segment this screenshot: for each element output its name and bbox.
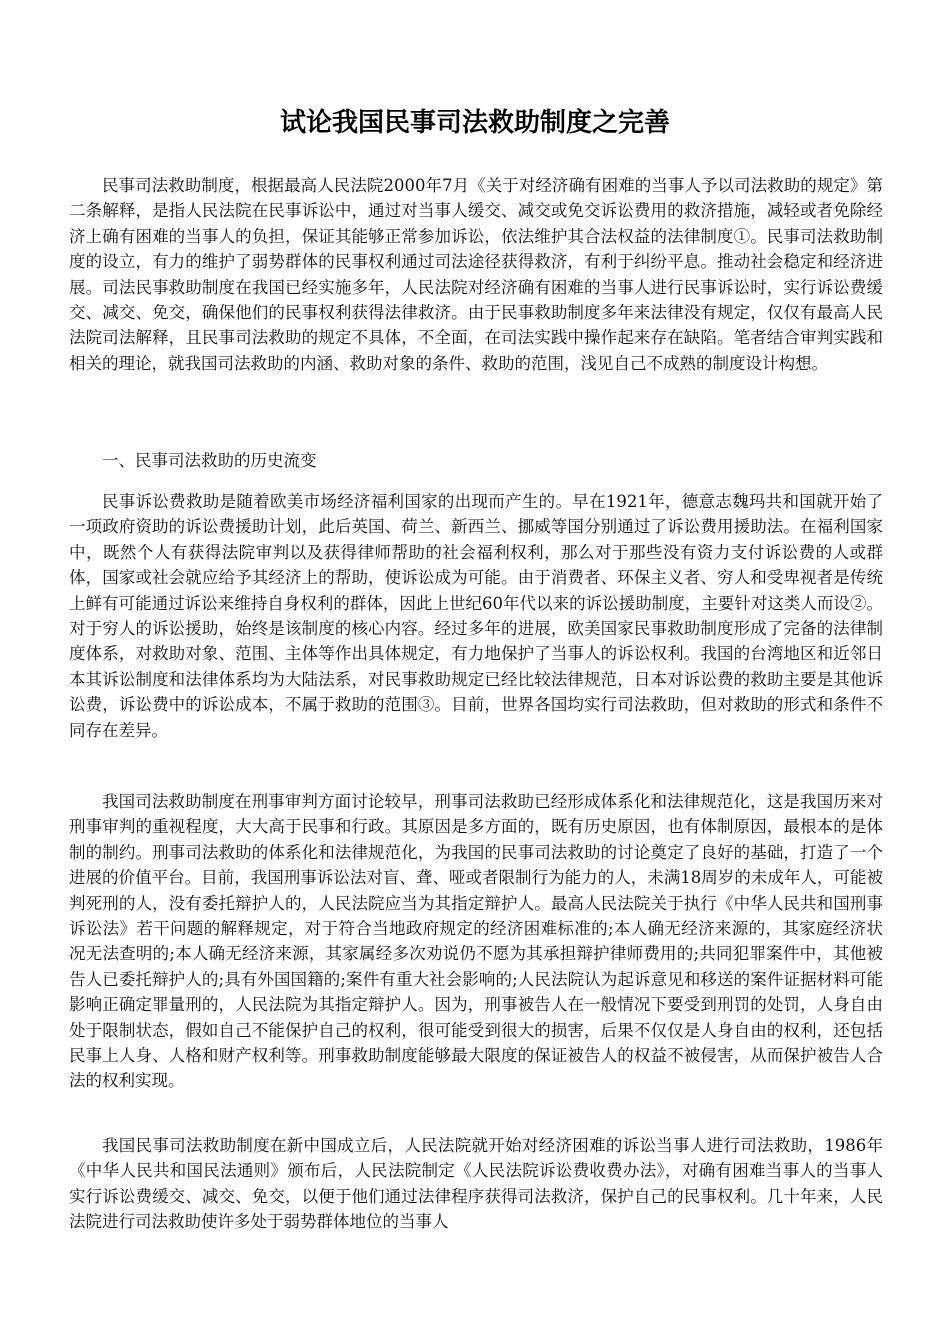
paragraph-history: 民事诉讼费救助是随着欧美市场经济福利国家的出现而产生的。早在1921年，德意志魏玛共和国就开始了一项政府资助的诉讼费援助计划，此后英国、荷兰、新西兰、挪威等国分别通过了诉讼费用援助法。在福利国家中，既然个人有获得法院审判以及获得律师帮助的社会福利权利，那么对于那些没有资力支付诉讼费的人或群体，国家或社会就应给予其经济上的帮助，使诉讼成为可能。由于消费者、环保主义者、穷人和受卑视者是传统上鲜有可能通过诉讼来维持自身权利的群体，因此上世纪60年代以来的诉讼援助制度，主要针对这类人而设②。对于穷人的诉讼援助，始终是该制度的核心内容。经过多年的进展，欧美国家民事救助制度形成了完备的法律制度体系，对救助对象、范围、主体等作出具体规定，有力地保护了当事人的诉讼权利。我国的台湾地区和近邻日本其诉讼制度和法律体系均为大陆法系，对民事救助规定已经比较法律规范，日本对诉讼费的救助主要是其他诉讼费，诉讼费中的诉讼成本，不属于救助的范围③。目前，世界各国均实行司法救助，但对救助的形式和条件不同存在差异。 [69,492,883,740]
paragraph-civil-aid: 我国民事司法救助制度在新中国成立后，人民法院就开始对经济困难的诉讼当事人进行司法救助，1986年《中华人民共和国民法通则》颁布后，人民法院制定《人民法院诉讼费收费办法》，对确有困难当事人的当事人实行诉讼费缓交、减交、免交，以便于他们通过法律程序获得司法救济，保护自己的民事权利。几十年来，人民法院进行司法救助使许多处于弱势群体地位的当事人 [69,1136,883,1232]
section-heading: 一、民事司法救助的历史流变 [102,451,317,470]
paragraph-introduction: 民事司法救助制度，根据最高人民法院2000年7月《关于对经济确有困难的当事人予以司法救助的规定》第二条解释，是指人民法院在民事诉讼中，通过对当事人缓交、减交或免交诉讼费用的救济措施，减轻或者免除经济上确有困难的当事人的负担，保证其能够正常参加诉讼，依法维护其合法权益的法律制度①。民事司法救助制度的设立，有力的维护了弱势群体的民事权利通过司法途径获得救济，有利于纠纷平息。推动社会稳定和经济进展。司法民事救助制度在我国已经实施多年，人民法院对经济确有困难的当事人进行民事诉讼时，实行诉讼费缓交、减交、免交，确保他们的民事权利获得法律救济。由于民事救助制度多年来法律没有规定，仅仅有最高人民法院司法解释，且民事司法救助的规定不具体，不全面，在司法实践中操作起来存在缺陷。笔者结合审判实践和相关的理论，就我国司法救助的内涵、救助对象的条件、救助的范围，浅见自己不成熟的制度设计构想。 [69,176,883,373]
paragraph-criminal-aid: 我国司法救助制度在刑事审判方面讨论较早，刑事司法救助已经形成体系化和法律规范化，这是我国历来对刑事审判的重视程度，大大高于民事和行政。其原因是多方面的，既有历史原因，也有体制原因，最根本的是体制的制约。刑事司法救助的体系化和法律规范化，为我国的民事司法救助的讨论奠定了良好的基础，打造了一个进展的价值平台。目前，我国刑事诉讼法对盲、聋、哑或者限制行为能力的人，未满18周岁的未成年人，可能被判死刑的人，没有委托辩护人的，人民法院应当为其指定辩护人。最高人民法院关于执行《中华人民共和国刑事诉讼法》若干问题的解释规定，对于符合当地政府规定的经济困难标准的;本人确无经济来源的，其家庭经济状况无法查明的;本人确无经济来源，其家属经多次劝说仍不愿为其承担辩护律师费用的;共同犯罪案件中，其他被告人已委托辩护人的;具有外国国籍的;案件有重大社会影响的;人民法院认为起诉意见和移送的案件证据材料可能影响正确定罪量刑的，人民法院为其指定辩护人。因为，刑事被告人在一般情况下要受到刑罚的处罚，人身自由处于限制状态，假如自己不能保护自己的权利，很可能受到很大的损害，后果不仅仅是人身自由的权利，还包括民事上人身、人格和财产权利等。刑事救助制度能够最大限度的保证被告人的权益不被侵害，从而保护被告人合法的权利实现。 [69,792,883,1091]
document-title: 试论我国民事司法救助制度之完善 [279,108,670,138]
